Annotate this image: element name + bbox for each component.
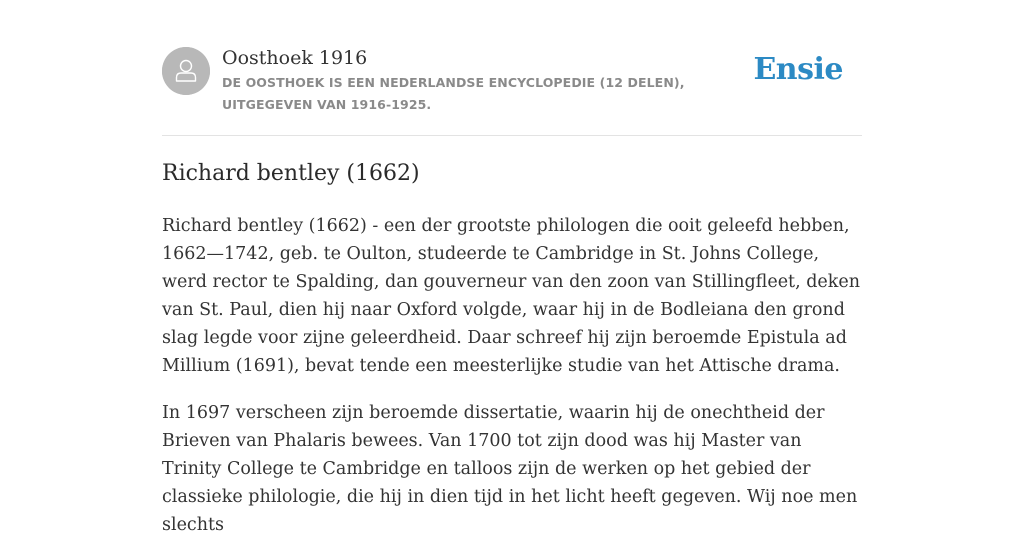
- source-header: [162, 44, 862, 116]
- source-title[interactable]: Oosthoek 1916: [222, 47, 368, 69]
- avatar-person-icon: [162, 47, 210, 95]
- ensie-logo-link[interactable]: Ensie: [753, 52, 843, 87]
- article-paragraph: Richard bentley (1662) - een der grootste philologen die ooit geleefd hebben, 1662—1742, geb. te Oulton, studeerde te Cambridge in St. Johns College, werd rector te Spalding, dan gouverneur van den zoon van Stillingfleet, deken van St. Paul, dien hij naar Oxford volgde, waar hij in de Bodleiana den grond slag legde voor zijne geleerdheid. Daar schreef hij zijn beroemde Epistula ad Millium (1691), bevat tende een meesterlijke studie van het Attische drama.: [162, 216, 861, 376]
- header-divider: [162, 135, 862, 136]
- article-title: Richard bentley (1662): [162, 161, 420, 186]
- article-body: [162, 212, 866, 558]
- source-description: DE OOSTHOEK IS EEN NEDERLANDSE ENCYCLOPEDIE (12 DELEN), UITGEGEVEN VAN 1916-1925.: [222, 75, 685, 112]
- user-avatar-icon[interactable]: [162, 47, 210, 95]
- article-paragraph: In 1697 verscheen zijn beroemde dissertatie, waarin hij de onechtheid der Brieven van Phalaris bewees. Van 1700 tot zijn dood was hij Master van Trinity College te Cambridge en talloos zijn de werken op het gebied der classieke philologie, die hij in dien tijd in het licht heeft gegeven. Wij noe men slechts: [162, 403, 858, 535]
